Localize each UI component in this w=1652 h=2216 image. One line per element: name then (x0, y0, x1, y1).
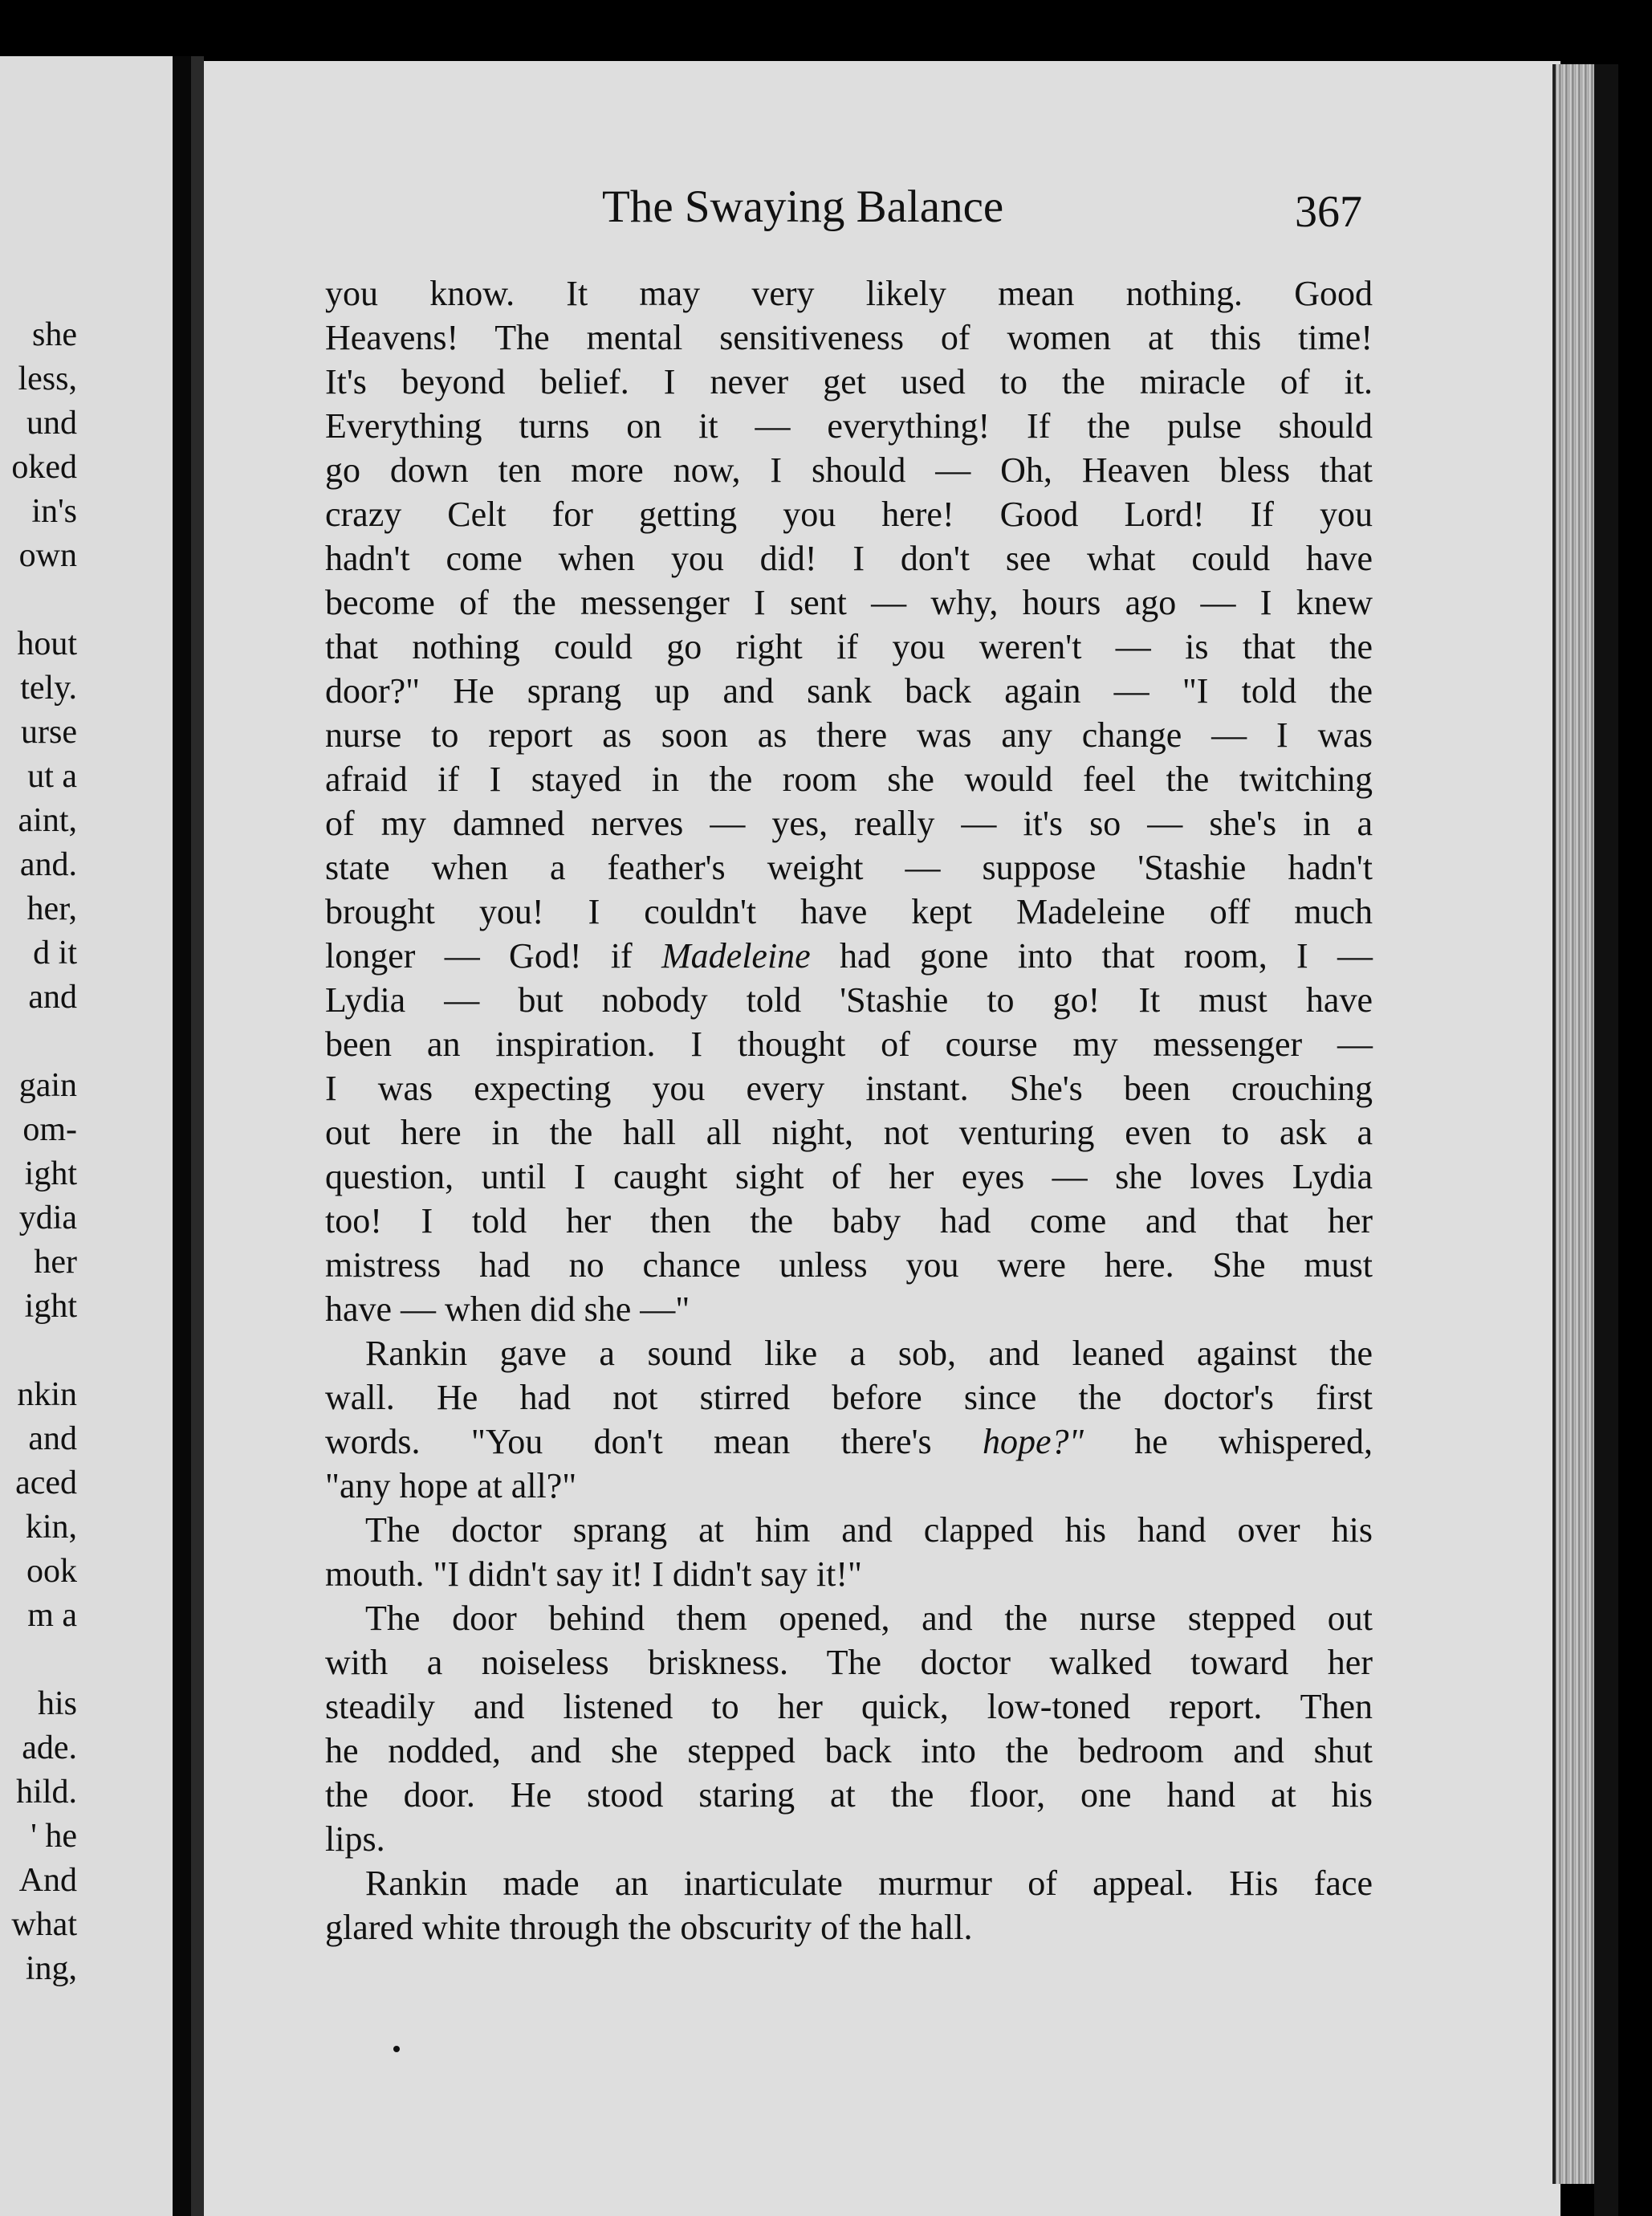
facing-page-fragment: own (18, 537, 77, 574)
facing-page-fragment (0, 578, 77, 622)
text-line: glared white through the obscurity of the hall. (325, 1908, 973, 1947)
facing-page-fragment: ook (26, 1553, 77, 1590)
facing-page-fragment: his (37, 1685, 77, 1722)
facing-page-fragment (0, 1020, 77, 1064)
book-gutter-shadow (191, 56, 204, 2216)
text-line: out here in the hall all night, not venturing even to ask a (325, 1113, 1373, 1152)
line-text: had gone into that room, I — (810, 936, 1373, 976)
paragraph-start: Rankin gave a sound like a sob, and leaned against the (365, 1334, 1373, 1373)
facing-page-fragment: hild. (16, 1774, 77, 1811)
text-line-hope (325, 1420, 1373, 1464)
italic-word: hope?" (982, 1422, 1084, 1461)
facing-page-fragment: m a (27, 1597, 77, 1634)
line-text: longer — God! if (325, 936, 662, 976)
facing-page-fragment: ight (24, 1288, 77, 1325)
line-text: he whispered, (1083, 1422, 1373, 1461)
facing-page-fragment: what (11, 1906, 77, 1943)
scan-top-border (0, 0, 1652, 63)
text-line: state when a feather's weight — suppose 'Stashie hadn't (325, 848, 1373, 887)
facing-page-text (0, 313, 77, 1991)
text-line: brought you! I couldn't have kept Madeleine off much (325, 892, 1373, 931)
text-line: question, until I caught sight of her eyes — she loves Lydia (325, 1157, 1373, 1196)
text-line: that nothing could go right if you weren't — is that the (325, 627, 1373, 666)
text-line: been an inspiration. I thought of course my messenger — (325, 1024, 1373, 1064)
text-line: lips. (325, 1819, 385, 1859)
facing-page-fragment: her, (26, 890, 77, 927)
text-line: wall. He had not stirred before since the doctor's first (325, 1378, 1373, 1417)
paragraph-start: The doctor sprang at him and clapped his hand over his (365, 1510, 1373, 1550)
text-line: Everything turns on it — everything! If the pulse should (325, 406, 1373, 446)
scan-right-border (1594, 64, 1618, 2216)
text-line-madeleine (325, 934, 1373, 978)
text-line: "any hope at all?" (325, 1466, 577, 1505)
facing-page-fragment: nkin (17, 1376, 77, 1413)
facing-page-fragment: and. (19, 846, 77, 883)
facing-page-fragment: urse (21, 714, 77, 751)
facing-page-fragment: om- (22, 1111, 77, 1148)
facing-page-fragment: und (26, 405, 77, 442)
page-number: 367 (1295, 187, 1362, 237)
text-line: you know. It may very likely mean nothing. Good (325, 274, 1373, 313)
facing-page-fragment: ing, (25, 1950, 77, 1987)
italic-word: Madeleine (661, 936, 811, 976)
facing-page-fragment: ade. (22, 1729, 77, 1766)
text-line: nurse to report as soon as there was any change — I was (325, 715, 1373, 755)
facing-page-fragment: d it (33, 935, 77, 972)
text-line: door?" He sprang up and sank back again — "I told the (325, 671, 1373, 711)
text-line: I was expecting you every instant. She's been crouching (325, 1069, 1373, 1108)
text-line: steadily and listened to her quick, low-toned report. Then (325, 1687, 1373, 1726)
facing-page-fragment: kin, (25, 1509, 77, 1546)
facing-page-fragment: she (32, 316, 77, 353)
facing-page-fragment: in's (31, 493, 77, 530)
facing-page-fragment: ' he (31, 1818, 77, 1855)
text-line: It's beyond belief. I never get used to the miracle of it. (325, 362, 1373, 401)
ink-speck (393, 2046, 400, 2052)
facing-page-fragment: ut a (27, 758, 77, 795)
facing-page-fragment (0, 1638, 77, 1682)
facing-page-fragment: ydia (18, 1200, 77, 1236)
text-line: mouth. "I didn't say it! I didn't say it!" (325, 1554, 862, 1594)
facing-page-fragment (0, 1329, 77, 1373)
text-line: of my damned nerves — yes, really — it's so — she's in a (325, 804, 1373, 843)
facing-page (0, 56, 173, 2216)
text-line: with a noiseless briskness. The doctor walked toward her (325, 1643, 1373, 1682)
facing-page-fragment: ight (24, 1155, 77, 1192)
paragraph-start: The door behind them opened, and the nurse stepped out (365, 1599, 1373, 1638)
text-line: become of the messenger I sent — why, hours ago — I knew (325, 583, 1373, 622)
paragraph-start: Rankin made an inarticulate murmur of appeal. His face (365, 1864, 1373, 1903)
text-line: the door. He stood staring at the floor, one hand at his (325, 1775, 1373, 1815)
page-edges (1552, 64, 1597, 2184)
text-line: Lydia — but nobody told 'Stashie to go! It must have (325, 980, 1373, 1020)
text-line: afraid if I stayed in the room she would feel the twitching (325, 760, 1373, 799)
running-head: The Swaying Balance (602, 181, 1004, 232)
text-line: Heavens! The mental sensitiveness of women at this time! (325, 318, 1373, 357)
facing-page-fragment: and (28, 1420, 77, 1457)
body-text (325, 271, 1373, 1949)
text-line: hadn't come when you did! I don't see what could have (325, 539, 1373, 578)
facing-page-fragment: And (18, 1862, 77, 1899)
facing-page-fragment: tely. (20, 670, 77, 707)
facing-page-fragment: gain (18, 1067, 77, 1104)
facing-page-fragment: aced (15, 1464, 77, 1501)
text-line: too! I told her then the baby had come and that her (325, 1201, 1373, 1240)
facing-page-fragment: hout (17, 625, 77, 662)
text-line: have — when did she —" (325, 1289, 690, 1329)
text-line: he nodded, and she stepped back into the bedroom and shut (325, 1731, 1373, 1770)
facing-page-fragment: and (28, 979, 77, 1016)
facing-page-fragment: less, (18, 361, 77, 397)
line-text: words. "You don't mean there's (325, 1422, 983, 1461)
text-line: crazy Celt for getting you here! Good Lord! If you (325, 495, 1373, 534)
facing-page-fragment: her (34, 1244, 77, 1281)
facing-page-fragment: aint, (18, 802, 77, 839)
text-line: mistress had no chance unless you were here. She must (325, 1245, 1373, 1285)
text-line: go down ten more now, I should — Oh, Heaven bless that (325, 450, 1373, 490)
facing-page-fragment: oked (11, 449, 77, 486)
